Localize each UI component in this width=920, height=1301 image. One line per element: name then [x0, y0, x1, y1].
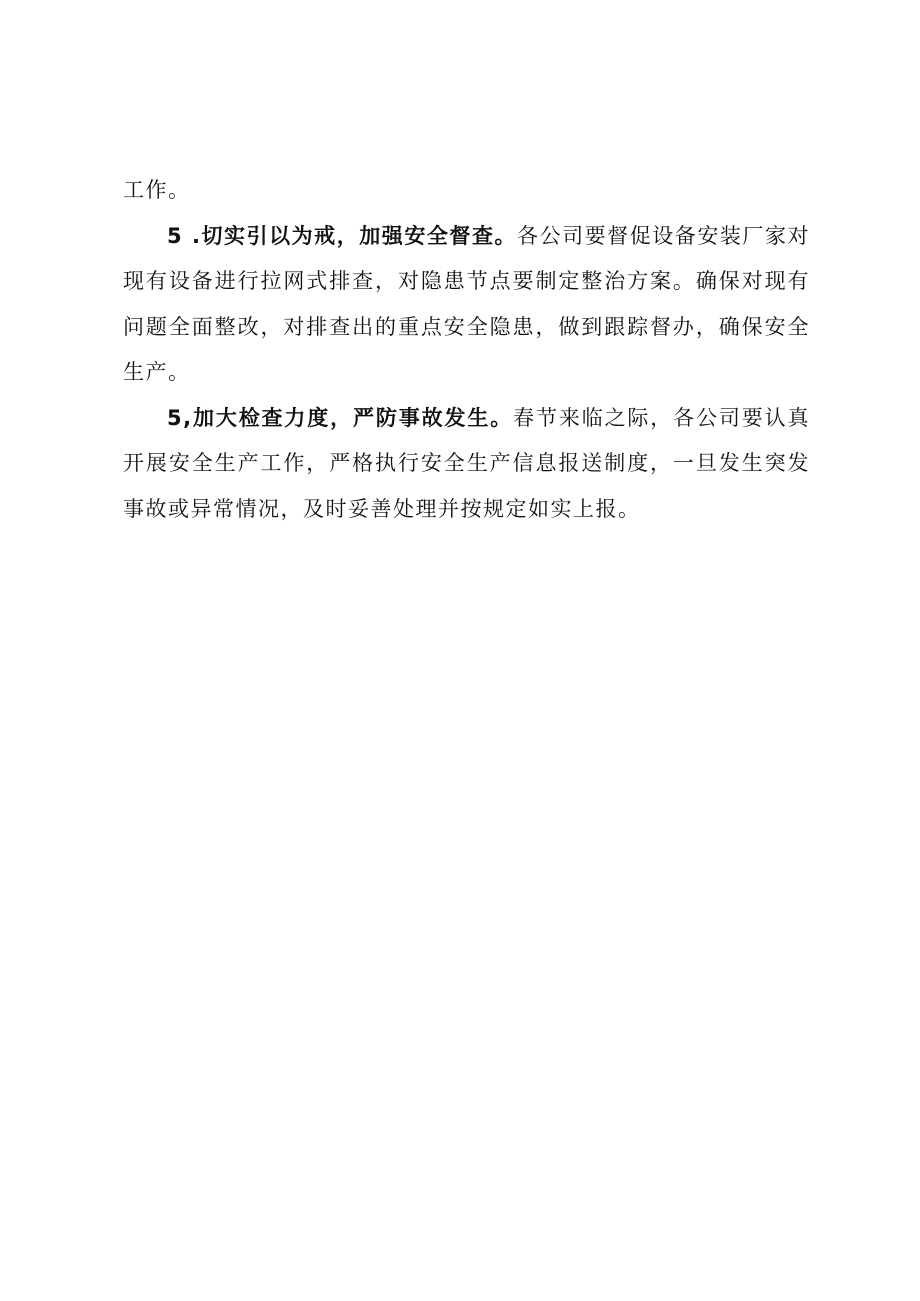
- paragraph-safety-inspection: [123, 214, 810, 396]
- paragraph-text: 工作。: [123, 178, 191, 202]
- paragraph-text: 各公司要督促设备安装厂家对现有设备进行拉网式排查，对隐患节点要制定整治方案。确保对现有问题全面整改，对排查出的重点安全隐患，做到跟踪督办，确保安全生产。: [123, 223, 810, 384]
- document-body: [123, 168, 810, 532]
- paragraph-heading: 5 .切实引以为戒，加强安全督查。: [167, 223, 518, 248]
- paragraph-text: 春节来临之际，各公司要认真开展安全生产工作，严格执行安全生产信息报送制度，一旦发生突发事故或异常情况，及时妥善处理并按规定如实上报。: [123, 405, 810, 521]
- paragraph-continuation: [123, 168, 810, 214]
- paragraph-accident-prevention: [123, 396, 810, 533]
- paragraph-heading: 5,加大检查力度，严防事故发生。: [167, 405, 514, 430]
